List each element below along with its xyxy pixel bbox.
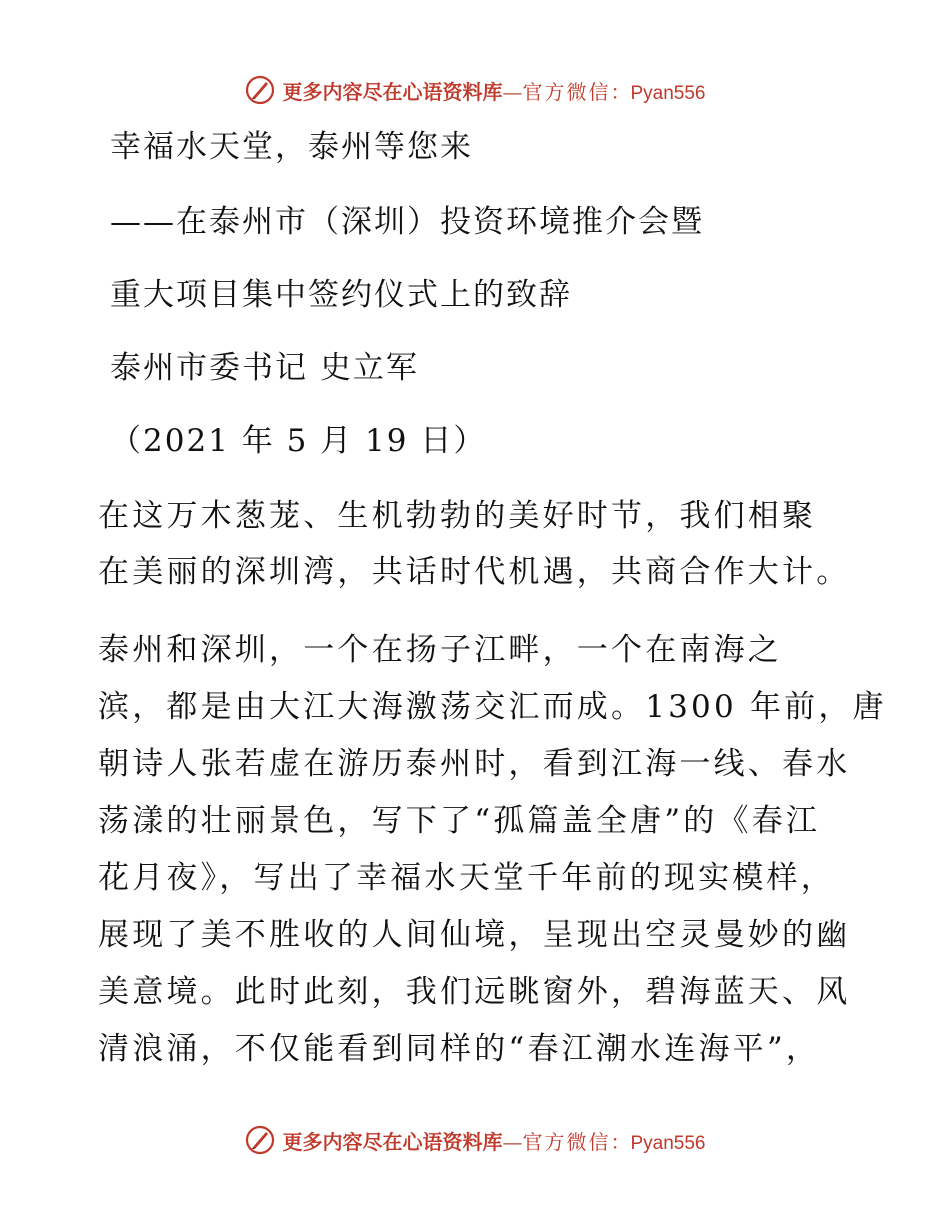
watermark-colon: ：: [610, 1129, 631, 1154]
doc-date: （2021 年 5 月 19 日）: [110, 423, 487, 459]
body-line: 在这万木葱茏、生机勃勃的美好时节，我们相聚: [98, 498, 817, 534]
body-line: 花月夜》，写出了幸福水天堂千年前的现实模样，: [98, 860, 835, 896]
watermark-separator: —: [502, 79, 523, 104]
body-line: 滨，都是由大江大海激荡交汇而成。1300 年前，唐: [98, 689, 887, 725]
watermark-text: [282, 76, 705, 105]
quill-logo-icon: [244, 74, 276, 106]
watermark-label: 官方微信: [522, 79, 611, 104]
doc-title: 幸福水天堂，泰州等您来: [110, 129, 473, 165]
watermark-site: 更多内容尽在心语资料库: [282, 79, 503, 104]
watermark-colon: ：: [610, 79, 631, 104]
body-line: 泰州和深圳，一个在扬子江畔，一个在南海之: [98, 632, 782, 668]
top-watermark: [0, 70, 950, 110]
body-line: 在美丽的深圳湾，共话时代机遇，共商合作大计。: [98, 554, 851, 590]
body-line: 展现了美不胜收的人间仙境，呈现出空灵曼妙的幽: [98, 917, 851, 953]
bottom-watermark: [0, 1120, 950, 1160]
body-line: 清浪涌，不仅能看到同样的“春江潮水连海平”，: [98, 1031, 821, 1067]
doc-subtitle-line1: ——在泰州市（深圳）投资环境推介会暨: [110, 204, 704, 240]
watermark-separator: —: [502, 1129, 523, 1154]
quill-logo-icon: [244, 1124, 276, 1156]
watermark-text: [282, 1126, 705, 1155]
body-line: 美意境。此时此刻，我们远眺窗外，碧海蓝天、风: [98, 974, 851, 1010]
watermark-label: 官方微信: [522, 1129, 611, 1154]
doc-author: 泰州市委书记 史立军: [110, 350, 419, 386]
watermark-id: Pyan556: [630, 82, 706, 104]
doc-subtitle-line2: 重大项目集中签约仪式上的致辞: [110, 277, 572, 313]
body-line: 荡漾的壮丽景色，写下了“孤篇盖全唐”的《春江: [98, 803, 821, 839]
watermark-site: 更多内容尽在心语资料库: [282, 1129, 503, 1154]
body-line: 朝诗人张若虚在游历泰州时，看到江海一线、春水: [98, 746, 851, 782]
watermark-id: Pyan556: [630, 1132, 706, 1154]
